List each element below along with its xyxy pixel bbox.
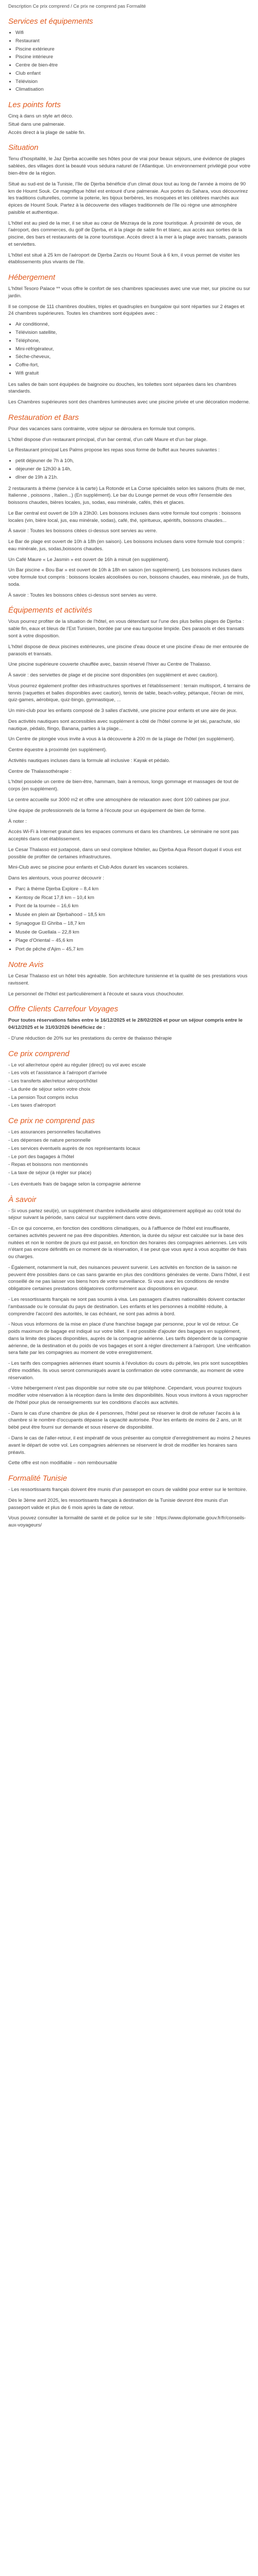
restauration-paragraph: À savoir : Toutes les boissons citées ci-dessus sont servies au verre.: [8, 528, 157, 534]
distance-item: • Musée en plein air Djerbahood – 18,5 km: [15, 911, 251, 919]
prix-ne-comprend-item: - Les éventuels frais de bagage selon la compagnie aérienne: [8, 1181, 141, 1187]
point-line: Cinq à dans un style art déco.: [8, 113, 73, 120]
distance-item: • Parc à thème Djerba Explore – 8,4 km: [15, 886, 251, 893]
room-equipment-item: • Coffre-fort,: [15, 362, 251, 369]
points-list: [8, 113, 251, 136]
offre-title: Offre Clients Carrefour Voyages: [8, 1005, 118, 1014]
situation-paragraph: Situé au sud-est de la Tunisie, l'île de Djerba bénéficie d'un climat doux tout au long de l'année à moins de 90 km de Houmt Souk. Ce magnifique hôtel est entouré d'une palmeraie. Aux portes du Sahara, vous découvrirez les traditions culturelles, comme la poterie, les bijoux berbères, les mosquées et les célèbres marchés aux épices de Houmt Souk. Partez à la découverte des villages traditionnels de l'île où règne une atmosphère paisible et authentique.: [8, 181, 248, 215]
hebergement-intro: L'hôtel Tesoro Palace ** vous offre le confort de ses chambres spacieuses avec une vue mer, sur piscine ou sur jardin.: [8, 286, 250, 299]
equipements-paragraph: Des activités nautiques sont accessibles avec supplément à côté de l'hôtel comme le jet ski, parachute, ski nautique, pédalo, flingo, Banana, parties à la plage...: [8, 718, 240, 732]
tabs-caption: Description Ce prix comprend / Ce prix ne comprend pas Formalité: [8, 4, 146, 9]
a-savoir-paragraph: - Les tarifs des compagnies aériennes étant soumis à l'évolution du cours du pétrole, les prix sont susceptibles d'être modifiés. Ils vous seront communiqués avant la confirmation de votre commande, au moment de votre réservation.: [8, 1361, 248, 1381]
prix-ne-comprend-item: - La taxe de séjour (à régler sur place): [8, 1170, 92, 1176]
situation-paragraph: L'hôtel est situé à 25 km de l'aéroport de Djerba Zarzis ou Houmt Souk à 6 km, il vous permet de visiter les établissements plus vivants de l'île.: [8, 252, 240, 265]
point-line: Situé dans une palmeraie.: [8, 121, 66, 127]
restauration-title: Restauration et Bars: [8, 413, 79, 422]
notre-avis-paragraph: Le personnel de l'hôtel est particulièrement à l'écoute et saura vous chouchouter.: [8, 991, 184, 997]
equipements-title: Équipements et activités: [8, 606, 92, 615]
prix-ne-comprend-item: - Les dépenses de nature personnelle: [8, 1137, 91, 1143]
prix-comprend-title: Ce prix comprend: [8, 1049, 70, 1058]
restauration-paragraph: 2 restaurants à thème (service à la carte) La Rotonde et La Corse spécialités selon les saisons (fruits de mer, Italienne , poissons , Italien...) (En supplément). Le bar du Lounge permet de vous offrir l'ensemble des boissons chaudes, bières locales, jus, sodas, eau minérale, cafés, thés et glaces.: [8, 485, 246, 506]
a-savoir-footer: Cette offre est non modifiable – non remboursable: [8, 1460, 118, 1466]
situation-paragraph: L'hôtel est au pied de la mer, il se situe au cœur de Mezraya de la zone touristique. À proximité de vous, de l'aéroport, des commerces, du golf de Djerba, et à la plage de sable fin et blanc, aux accès aux sorties de la piscine, des bars et restaurants de la zone touristique. Accès direct à la mer à la plage avec transats, parasols et serviettes.: [8, 220, 247, 247]
equipements-paragraph: Vous pourrez également profiter des infrastructures sportives et l'établissement : terrain multisport, 4 terrains de tennis (raquettes et balles disponibles avec caution), tennis de table, beach-volley, pétanque, l'écran de mini, quiz-games, aérobique, quiz-bingo, gymnastique, ...: [8, 683, 251, 703]
service-item: • Restaurant: [15, 38, 251, 45]
situation-title: Situation: [8, 143, 39, 152]
restauration-paragraph: Le Bar de plage est ouvert de 10h à 18h (en saison). Les boissons incluses dans votre formule tout compris : eau minérale, jus, sodas,boissons chaudes.: [8, 539, 245, 552]
a-savoir-title: À savoir: [8, 1195, 37, 1204]
prix-ne-comprend-item: - Le port des bagages à l'hôtel: [8, 1154, 74, 1160]
equipements-paragraph: À noter :: [8, 818, 27, 824]
equipements-paragraph: Une équipe de professionnels de la forme à l'écoute pour un équipement de bien de forme.: [8, 807, 206, 814]
meal-hours-item: • petit déjeuner de 7h à 10h,: [15, 457, 251, 465]
equipements-paragraph: Le Cesar Thalasso est juxtaposé, dans un seul complexe hôtelier, au Djerba Aqua Resort duquel il vous est possible de profiter de certaines infrastructures.: [8, 846, 241, 860]
restauration-paragraph: Le Restaurant principal Les Palms propose les repas sous forme de buffet aux heures suivantes :: [8, 447, 220, 453]
restauration-paragraph: Pour des vacances sans contrainte, votre séjour se déroulera en formule tout compris.: [8, 426, 196, 432]
equipements-paragraph: L'hôtel possède un centre de bien-être, hammam, bain à remous, longs gommage et massages de tout de corps (en supplément).: [8, 779, 239, 792]
formalite-paragraph: Vous pouvez consulter la formalité de santé et de police sur le site : https://www.diplomatie.gouv.fr/fr/conseils-aux-voyageurs/: [8, 1515, 246, 1529]
a-savoir-paragraph: - Votre hébergement n'est pas disponible sur notre site ou par téléphone. Cependant, vous pourrez toujours modifier votre réservation à la réception dans la limite des disponibilités. Nous vous invitons à vous rapprocher de l'hôtel pour plus de renseignements sur les conditions d'accès aux activités.: [8, 1385, 248, 1405]
prix-ne-comprend-item: - Les services éventuels auprès de nos représentants locaux: [8, 1145, 140, 1151]
prix-comprend-item: - La durée de séjour selon votre choix: [8, 1086, 90, 1092]
prix-ne-comprend-list: [8, 1129, 251, 1188]
services-list: [8, 29, 251, 93]
formalite-title: Formalité Tunisie: [8, 1474, 67, 1483]
room-equipment-item: • Wifi gratuit: [15, 370, 251, 377]
prix-comprend-item: - La pension Tout compris inclus: [8, 1094, 78, 1100]
distance-item: • Pont de la tournée – 16,6 km: [15, 903, 251, 910]
equipements-paragraph: Le centre accueille sur 3000 m2 et offre une atmosphère de relaxation avec dont 100 cabines par jour.: [8, 797, 230, 803]
room-equipment-item: • Air conditionné,: [15, 321, 251, 328]
room-equipment-item: • Téléphone,: [15, 337, 251, 345]
equipements-paragraph: À savoir : des serviettes de plage et de piscine sont disponibles (en supplément et avec caution).: [8, 672, 219, 679]
restauration-paragraph: Un Bar piscine « Bou Bar » est ouvert de 10h à 18h en saison (en supplément). Les boissons incluses dans votre formule tout compris : boissons locales alcoolisées ou non, boissons chaudes, eau minérale, jus de fruits, soda.: [8, 567, 249, 587]
points-title: Les points forts: [8, 100, 61, 110]
offre-paragraph: - D'une réduction de 20% sur les prestations du centre de thalasso thérapie: [8, 1035, 172, 1041]
service-item: • Club enfant: [15, 70, 251, 77]
equipements-paragraph: Mini-Club avec se piscine pour enfants et Club Ados durant les vacances scolaires.: [8, 865, 189, 871]
offre-paragraph: Pour toutes réservations faites entre le 16/12/2025 et le 28/02/2026 et pour un séjour compris entre le 04/12/2025 et le 31/03/2026 bénéficiez de :: [8, 1018, 243, 1031]
hebergement-outro: Les Chambres supérieures sont des chambres lumineuses avec une piscine privée et une décoration moderne.: [8, 399, 250, 405]
notre-avis-paragraph: Le Cesar Thalasso est un hôtel très agréable. Son architecture tunisienne et la qualité de ses prestations vous ravissent.: [8, 973, 248, 986]
room-equipment-item: • Mini-réfrigérateur,: [15, 346, 251, 353]
meal-hours-item: • dîner de 19h à 21h.: [15, 474, 251, 481]
equipements-paragraph: Centre équestre à proximité (en supplément).: [8, 747, 107, 753]
prix-comprend-item: - Les vols et l'assistance à l'aéroport d'arrivée: [8, 1070, 107, 1076]
prix-ne-comprend-item: - Repas et boissons non mentionnés: [8, 1162, 88, 1168]
service-item: • Wifi: [15, 29, 251, 37]
hebergement-detail: Il se compose de 111 chambres doubles, triples et quadruples en bungalow qui sont réparties sur 2 étages et 24 chambres supérieures. Toutes les chambres sont équipées avec :: [8, 303, 245, 317]
prix-comprend-item: - Le vol aller/retour opéré au régulier (direct) ou vol avec escale: [8, 1062, 146, 1068]
equipements-paragraph: L'hôtel dispose de deux piscines extérieures, une piscine d'eau douce et une piscine d'eau de mer entourée de parasols et transats.: [8, 643, 249, 657]
equipements-paragraph: Un Centre de plongée vous invite à vous à la découverte à 200 m de la plage de l'hôtel (en supplément).: [8, 736, 235, 742]
room-equipment-list: [8, 321, 251, 377]
prix-ne-comprend-item: - Les assurances personnelles facultatives: [8, 1129, 101, 1136]
services-title: Services et équipements: [8, 17, 93, 26]
equipements-paragraph: Activités nautiques incluses dans la formule all inclusive : Kayak et pédalo.: [8, 757, 170, 764]
service-item: • Piscine intérieure: [15, 54, 251, 61]
a-savoir-paragraph: - Les ressortissants français ne sont pas soumis à visa. Les passagers d'autres nationalités doivent contacter l'ambassade ou le consulat du pays de destination. Les enfants et les personnes à mobilité réduite, à comprendre l'accord des autorités, le cas échéant, ne sont pas admis à bord.: [8, 1296, 246, 1317]
a-savoir-paragraph: - En ce qui concerne, en fonction des conditions climatiques, ou à l'affluence de l'hôtel est insuffisante, certaines activités peuvent ne pas être disponibles. Attention, la durée du séjour est calculée sur la base des nuitées et non le nombre de jours qui est passé, en fonction des horaires des compagnies aériennes. Les vols n'étant pas encore définitifs en ce moment de la réservation, il se peut que vous ayez à vous acquitter de frais ou charges.: [8, 1226, 247, 1260]
a-savoir-paragraph: - Également, notamment la nuit, des nuisances peuvent survenir. Les activités en fonction de la saison ne peuvent être possibles dans ce cas sans garantie en plus des conditions générales de vente. Dans l'hôtel, il est conseillé de ne pas laisser vos biens hors de votre surveillance. Si vous avez les conditions de rendre obligatoire certaines prestations obligatoires conformément aux dispositions en vigueur.: [8, 1264, 250, 1292]
point-line: Accès direct à la plage de sable fin.: [8, 129, 86, 135]
room-equipment-item: • Sèche-cheveux,: [15, 353, 251, 361]
a-savoir-paragraph: - Dans le cas de l'aller-retour, il est impératif de vous présenter au comptoir d'enregistrement au moins 2 heures avant le départ de votre vol. Les compagnies aériennes se réservent le droit de modifier les horaires sans préavis.: [8, 1435, 251, 1455]
distance-item: • Plage d'Oriental – 45,6 km: [15, 937, 251, 944]
situation-paragraph: Tenu d'hospitalité, le Jaz Djerba accueille ses hôtes pour de vrai pour beaux séjours, une évidence de plages sablées, des villages dont la beauté vous séduira naturel de l'Atlantique. Un environnement privilégié pour votre bien-être de la région.: [8, 156, 251, 176]
spacer: [8, 1178, 251, 1180]
distance-item: • Synagogue El Ghriba – 18,7 km: [15, 920, 251, 927]
service-item: • Télévision: [15, 78, 251, 86]
service-item: • Piscine extérieure: [15, 46, 251, 53]
equipements-paragraph: Une piscine supérieure couverte chauffée avec, bassin réservé l'hiver au Centre de Thalasso.: [8, 662, 212, 668]
equipements-paragraph: Centre de Thalassothérapie :: [8, 768, 72, 774]
hebergement-outro: Les salles de bain sont équipées de baignoire ou douches, les toilettes sont séparées dans les chambres standards.: [8, 381, 237, 395]
restauration-paragraph: À savoir : Toutes les boissons citées ci-dessus sont servies au verre.: [8, 592, 157, 598]
prix-ne-comprend-title: Ce prix ne comprend pas: [8, 1116, 95, 1126]
prix-comprend-item: - Les transferts aller/retour aéroport/hôtel: [8, 1078, 98, 1084]
meal-hours-item: • déjeuner de 12h30 à 14h,: [15, 466, 251, 473]
restauration-paragraph: L'hôtel dispose d'un restaurant principal, d'un bar central, d'un café Maure et d'un bar plage.: [8, 436, 208, 443]
a-savoir-paragraph: - Si vous partez seul(e), un supplément chambre individuelle ainsi obligatoirement appliqué au coût total du séjour suivant la période, sans calcul sur supplément dans votre devis.: [8, 1208, 241, 1221]
restauration-paragraph: Le Bar central est ouvert de 10h à 23h30. Les boissons incluses dans votre formule tout compris : boissons locales (vin, bière local, jus, eau minérale, sodas), café, thé, spiritueux, apéritifs, boissons chaudes...: [8, 510, 241, 523]
notre-avis-title: Notre Avis: [8, 960, 44, 970]
a-savoir-paragraph: - Dans le cas d'une chambre de plus de 4 personnes, l'hôtel peut se réserver le droit de refuser l'accès à la chambre si le nombre d'occupants dépasse la capacité autorisée. Pour les enfants de moins de 2 ans, un lit bébé peut être fourni sur demande et sous réserve de disponibilité.: [8, 1410, 242, 1431]
formalite-paragraph: - Les ressortissants français doivent être munis d'un passeport en cours de validité pour entrer sur le territoire.: [8, 1487, 247, 1493]
restauration-paragraph: Un Café Maure « Le Jasmin » est ouvert de 16h à minuit (en supplément).: [8, 556, 170, 563]
meal-hours-list: [8, 457, 251, 481]
hebergement-title: Hébergement: [8, 273, 55, 282]
service-item: • Centre de bien-être: [15, 62, 251, 69]
equipements-paragraph: Un mini-club pour les enfants composé de 3 salles d'activité, une piscine pour enfants et une aire de jeux.: [8, 708, 237, 714]
prix-comprend-item: - Les taxes d'aéroport: [8, 1103, 56, 1109]
service-item: • Climatisation: [15, 86, 251, 93]
room-equipment-item: • Télévision satellite,: [15, 329, 251, 336]
a-savoir-paragraph: - Nous vous informons de la mise en place d'une franchise bagage par personne, pour le vol de retour. Ce poids maximum de bagage est indiqué sur votre billet. Il est possible d'ajouter des bagages en supplément, dans la limite des places disponibles, auprès de la compagnie aérienne. Les tarifs dépendent de la compagnie aérienne, de la destination et du poids de vos bagages et sont à régler directement à l'aéroport. Une vérification sera faite par les compagnies au moment de votre enregistrement.: [8, 1321, 251, 1356]
distance-item: • Kentosy de Ricat 17,8 km – 10,4 km: [15, 894, 251, 902]
distance-item: • Port de pêche d'Ajim – 45,7 km: [15, 946, 251, 953]
distances-intro: Dans les alentours, vous pourrez découvrir :: [8, 875, 104, 882]
prix-comprend-list: [8, 1062, 251, 1110]
formalite-paragraph: Dès le 3ème avril 2025, les ressortissants français à destination de la Tunisie devront être munis d'un passeport valide et plus de 6 mois après la date de retour.: [8, 1497, 228, 1511]
distances-list: [8, 886, 251, 953]
distance-item: • Musée de Guellala – 22,8 km: [15, 929, 251, 936]
equipements-paragraph: Accès Wi-Fi à Internet gratuit dans les espaces communs et dans les chambres. Le séminaire ne sont pas acceptés dans cet établissement.: [8, 829, 239, 842]
equipements-paragraph: Vous pourrez profiter de la situation de l'hôtel, en vous détendant sur l'une des plus belles plages de Djerba : sable fin, eaux et bleus de l'Est Tunisien, bordée par une eau turquoise limpide. Des parasols et des transats sont à votre disposition.: [8, 619, 245, 639]
